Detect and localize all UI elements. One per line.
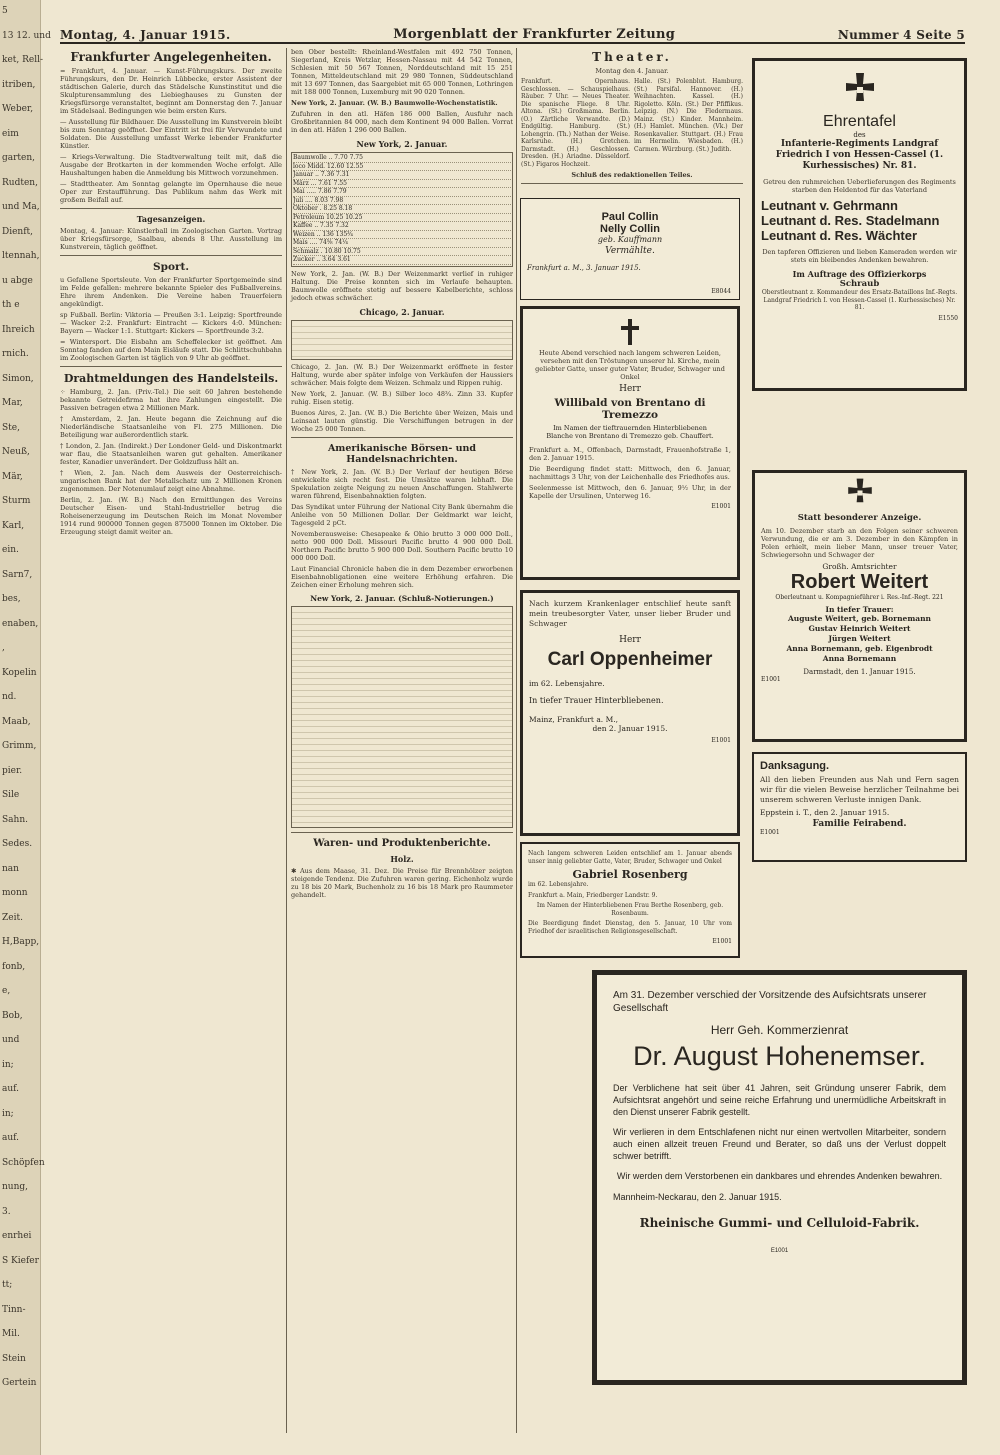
family-member: Auguste Weitert, geb. Bornemann (787, 614, 932, 623)
gutter-fragment: 5 (2, 6, 8, 16)
gutter-fragment: Stein (2, 1353, 26, 1364)
obituary-intro: Am 31. Dezember verschied der Vorsitzende des Aufsichtsrats unserer Gesellschaft (613, 990, 927, 1014)
obituary-name: Willibald von Brentano di Tremezzo (554, 397, 706, 421)
gutter-fragment: ltennah, (2, 251, 40, 261)
page-header (60, 22, 965, 44)
gutter-fragment: S Kiefer (2, 1255, 39, 1266)
gutter-fragment: H,Bapp, (2, 937, 40, 947)
table-title: Chicago, 2. Januar. (359, 306, 445, 317)
ad-code: E1001 (711, 737, 731, 744)
thanks-place: Eppstein i. T., den 2. Januar 1915. (760, 808, 890, 817)
gutter-fragment: eim (2, 128, 19, 139)
obituary-funeral: Die Beerdigung findet Dienstag, den 5. Januar, 10 Uhr vom Friedhof der israelitischen Religionsgesellschaft. (528, 920, 732, 935)
article-paragraph: Novemberausweise: Chesapeake & Ohio brutto 3 000 000 Doll., netto 900 000 Doll. Missouri Pacific brutto 4 900 000 Doll. Northern Pacific brutto 5 900 000 Doll. Southern Pacific brutto 10 000 000 Doll. (291, 529, 513, 562)
gutter-fragment: ket, Rell- (2, 55, 44, 65)
gutter-fragment: 3. (2, 1206, 11, 1217)
obituary-title: Herr Geh. Kommerzienrat (710, 1023, 849, 1037)
gutter-fragment: u abge (2, 275, 33, 286)
divider (60, 366, 282, 367)
gutter-fragment: Sile (2, 790, 20, 800)
section-title-sport: Sport. (153, 261, 189, 273)
gutter-fragment: nan (2, 863, 19, 874)
adjacent-page-gutter (0, 0, 51, 1455)
market-row: Oktober . 8.25 8.18 (293, 205, 511, 214)
article-paragraph: — Kriegs-Verwaltung. Die Stadtverwaltung teilt mit, daß die Ausgabe der Brotkarten in der kommenden Woche erfolgt. Alle Haushaltungen haben die Anmeldung bis Mittwoch vorzunehmen. (60, 153, 282, 177)
market-row: Kaffee .. 7.35 7.32 (293, 222, 511, 231)
editorial-end-note: Schluß des redaktionellen Teiles. (571, 171, 693, 179)
gutter-fragment: Grimm, (2, 741, 37, 751)
gutter-fragment: Dienft, (2, 226, 34, 237)
gutter-fragment: ein. (2, 545, 19, 555)
gutter-fragment: Bob, (2, 1010, 23, 1021)
obituary-place: Frankfurt a. Main, Friedberger Landstr. 9. (528, 891, 658, 899)
section-title-wire: Drahtmeldungen des Handelsteils. (63, 372, 279, 385)
market-row: Januar .. 7.36 7.31 (293, 171, 511, 180)
header-page-number: Nummer 4 Seite 5 (837, 28, 965, 42)
article-paragraph: ben Ober bestellt: Rheinland-Westfalen mit 492 750 Tonnen, Siegerland, Kreis Wetzlar, Hessen-Nassau mit 44 542 Tonnen, Schlesien mit 50 567 Tonnen, Norddeutschland mit 15 251 Tonnen, Mitteldeutschland mit 29 980 Tonnen, Süddeutschland mit 13 697 Tonnen, das Saargebiet mit 65 000 Tonnen, Lothringen mit 188 000 Tonnen, Luxemburg mit 90 020 Tonnen. (291, 48, 513, 96)
article-paragraph: = Wintersport. Die Eisbahn am Scheffelecker ist geöffnet. Am Sonntag fanden auf dem Main Eisläufe statt. Die Schlittschuhbahn im Zoologischen Garten ist täglich von 9 Uhr ab geöffnet. (60, 338, 282, 362)
thanks-signature: Familie Feirabend. (812, 819, 907, 829)
family-list (761, 614, 958, 664)
obituary-widow: Blanche von Brentano di Tremezzo geb. Chauffert. (546, 432, 714, 440)
gutter-fragment: Ste, (2, 422, 20, 433)
article-paragraph: Berlin, 2. Jan. (W. B.) Nach den Ermittlungen des Vereins Deutscher Eisen- und Stahl-Industrieller betrug die Roheisenerzeugung im Deutschen Reich im Monat November 1914 rund 900000 Tonnen gegen 875000 Tonnen im Oktober. Die Erzeugung steigt damit weiter an. (60, 496, 282, 536)
obituary-mourners: Im Namen der Hinterbliebenen Frau Berthe Rosenberg, geb. Rosenbaum. (536, 902, 724, 917)
family-member: Gustav Heinrich Weitert (808, 624, 911, 633)
article-paragraph: — Stadttheater. Am Sonntag gelangte im Opernhause die neue Oper zur Erstaufführung. Das Publikum nahm das Werk mit großem Beifall auf. (60, 180, 282, 204)
subsection-title: Holz. (390, 853, 414, 864)
ad-code: E1001 (761, 676, 781, 683)
article-paragraph: † New York, 2. Jan. (W. B.) Der Verlauf der heutigen Börse entwickelte sich recht fest. Die Umsätze waren lebhaft. Die Spekulation zeigte Neigung zu neuen Anschaffungen. Stahlwerte waren führend, Eisenbahnaktien folgten. (291, 467, 513, 500)
ad-code: E1001 (760, 829, 780, 836)
gutter-fragment: fonb, (2, 961, 26, 972)
closing-quotes-block (291, 606, 513, 828)
company-signature: Rheinische Gummi- und Celluloid-Fabrik. (639, 1216, 920, 1230)
obituary-herr: Herr (619, 384, 641, 394)
obituary-funeral: Die Beerdigung findet statt: Mittwoch, den 6. Januar, nachmittags 3 Uhr, von der Leichenhalle des Friedhofes aus. (529, 465, 731, 481)
ehrentafel-auftrag: Im Auftrage des Offizierkorps (792, 269, 927, 279)
article-paragraph: Buenos Aires, 2. Jan. (W. B.) Die Berichte über Weizen, Mais und Leinsaat lauten günstig. Die Verschiffungen betrugen in der Woche 25 000 Tonnen. (291, 408, 513, 433)
gutter-fragment: Weber, (2, 104, 34, 114)
table-title: New York, 2. Januar. (356, 139, 448, 149)
obituary-rank: Großh. Amtsrichter (822, 562, 897, 571)
article-paragraph: ⁘ Hamburg, 2. Jan. (Priv.-Tel.) Die seit 60 Jahren bestehende bekannte Getreidefirma hat ihre Zahlungen eingestellt. Die Passiven betragen etwa 2 Millionen Mark. (60, 388, 282, 412)
subsection-title: Tagesanzeigen. (136, 214, 206, 224)
divider (60, 255, 282, 256)
divider (291, 832, 513, 833)
obituary-age: im 62. Lebensjahre. (529, 679, 605, 688)
fallen-officer: Leutnant v. Gehrmann (761, 198, 898, 213)
gutter-fragment: Rudten, (2, 177, 38, 188)
obituary-date: den 2. Januar 1915. (592, 724, 668, 733)
gutter-fragment: e, (2, 986, 11, 996)
gutter-fragment: und (2, 1035, 20, 1045)
ehrentafel-des: des (853, 131, 866, 139)
ad-place: Frankfurt a. M., 3. Januar 1915. (527, 264, 641, 272)
gutter-fragment: Schöpfen (2, 1157, 45, 1168)
gutter-fragment: und Ma, (2, 202, 40, 212)
gutter-fragment: Gertein (2, 1378, 37, 1388)
table-title: New York, 2. Januar. (Schluß-Notierungen.) (310, 593, 494, 603)
obituary-place: Frankfurt a. M., Offenbach, Darmstadt, Frauenhofstraße 1, den 2. Januar 1915. (529, 446, 731, 462)
obituary-name: Carl Oppenheimer (547, 649, 713, 670)
gutter-fragment: Sarn7, (2, 569, 33, 580)
family-member: Anna Bornemann, geb. Eigenbrodt (786, 644, 933, 653)
obituary-mourners: In tiefer Trauer Hinterbliebenen. (529, 696, 664, 705)
gutter-fragment: itriben, (2, 79, 36, 90)
article-paragraph: New York, 2. Januar. (W. B.) Silber loco 48¾. Zinn 33. Kupfer ruhig. Eisen stetig. (291, 389, 513, 406)
ad-ehrentafel (752, 58, 967, 391)
gutter-fragment: pier. (2, 765, 23, 776)
notice-heading: Danksagung. (760, 760, 830, 772)
section-title-american: Amerikanische Börsen- und Handelsnachrichten. (327, 442, 477, 465)
gutter-fragment: Simon, (2, 373, 34, 384)
gutter-fragment: Kopelin (2, 667, 37, 678)
gutter-fragment: Tinn- (2, 1304, 26, 1315)
gutter-fragment: in; (2, 1108, 14, 1119)
cross-icon (529, 319, 731, 345)
theater-list-right: Halle. (St.) Polenblut. Hamburg. (St.) Parsifal. Hannover. (H.) Weihnachten. Kassel. (H.) Rigoletto. Köln. (St.) Der Pfiffikus. Leipzig. (N.) Die Fledermaus. Mainz. (St.) Kinder. Mannheim. (H.) Hamlet. München. (Vk.) Der Rosenkavalier. Stuttgart. (H.) Frau im Hermelin. Wiesbaden. (H.) Carmen. Würzburg. (St.) Judith. (634, 78, 743, 153)
ehrentafel-signature: Schraub (839, 279, 880, 289)
gutter-fragment: Ihreich (2, 324, 35, 335)
market-row: Zucker .. 3.64 3.61 (293, 256, 511, 265)
gutter-fragment: Mär, (2, 471, 23, 482)
obituary-mourners: Im Namen der tieftrauernden Hinterbliebenen (553, 424, 707, 432)
obituary-paragraph: Wir verlieren in dem Entschlafenen nicht nur einen wertvollen Mitarbeiter, sondern auch einen allzeit treuen Freund und Berater, so daß uns der Verlust doppelt schwer betrifft. (613, 1127, 946, 1161)
obituary-mourners: In tiefer Trauer: (825, 605, 894, 614)
section-title-goods: Waren- und Produktenberichte. (313, 837, 491, 849)
article-paragraph: † London, 2. Jan. (Indirekt.) Der Londoner Geld- und Diskontmarkt war flau, die Staatsanleihen waren gut gehalten. Amerikaner fester, Kanadier unverändert. Der Goldzufluss hält an. (60, 442, 282, 466)
ad-brentano-obituary (520, 306, 740, 580)
gutter-fragment: monn (2, 888, 28, 898)
article-paragraph: New York, 2. Jan. (W. B.) Der Weizenmarkt verlief in ruhiger Haltung. Die Preise konnten sich im Verlaufe behaupten. Baumwolle eröffnete stetig auf bessere Kabelberichte, schloss jedoch etwas schwächer. (291, 269, 513, 302)
gutter-fragment: bes, (2, 594, 21, 604)
gutter-fragment: , (2, 643, 5, 653)
obituary-paragraph: Der Verblichene hat seit über 41 Jahren, seit Gründung unserer Fabrik, dem Aufsichtsrat angehört und seine reiche Erfahrung und unermüdliche Arbeitskraft in den Dienst unserer Fabrik gestellt. (613, 1083, 946, 1117)
ehrentafel-intro: Getreu den ruhmreichen Ueberlieferungen des Regiments starben den Heldentod für das Vaterland (763, 178, 956, 194)
gutter-fragment: tt; (2, 1280, 13, 1290)
obituary-herr: Herr (619, 635, 641, 645)
column-local-news (60, 48, 282, 1433)
gutter-fragment: Neuß, (2, 447, 30, 457)
gutter-fragment: Zeit. (2, 912, 23, 923)
gutter-fragment: Sahn. (2, 814, 28, 825)
gutter-fragment: nung, (2, 1182, 29, 1192)
fallen-officer: Leutnant d. Res. Stadelmann (761, 213, 940, 228)
obituary-place: Mannheim-Neckarau, den 2. Januar 1915. (613, 1192, 782, 1202)
family-member: Jürgen Weitert (828, 634, 891, 643)
gutter-fragment: 13 12. und (2, 30, 51, 41)
market-row: loco Midd. 12.60 12.55 (293, 163, 511, 172)
theater-list-left: Frankfurt. Opernhaus. Geschlossen. — Schauspielhaus. Räuber. 7 Uhr. — Neues Theater. Die spanische Fliege. 8 Uhr. Altona. (St.) Großmama. Berlin. (O.) Zärtliche Verwandte. (D.) Endgültig. Hamburg. (St.) Lohengrin. (Th.) Nathan der Weise. Karlsruhe. (H.) Gretchen. Darmstadt. (H.) Geschlossen. Dresden. (H.) Ariadne. Düsseldorf. (St.) Figaros Hochzeit. (521, 78, 630, 168)
ad-line: Vermählte. (605, 246, 655, 256)
ad-hohenemser-obituary (592, 970, 967, 1385)
ad-code: E1550 (938, 314, 958, 322)
obituary-unit: Oberleutnant u. Kompagnieführer i. Res.-Inf.-Regt. 221 (775, 594, 944, 601)
thanks-body: All den lieben Freunden aus Nah und Fern sagen wir für die vielen Beweise herzlicher Teilnahme bei unserem schweren Verluste innigen Dank. (760, 775, 959, 804)
gutter-fragment: Maab, (2, 716, 31, 727)
gutter-fragment: Sturm (2, 496, 31, 506)
theater-listing (521, 78, 743, 171)
gutter-fragment: nd. (2, 692, 17, 702)
header-masthead: Morgenblatt der Frankfurter Zeitung (393, 27, 676, 42)
article-paragraph: † Amsterdam, 2. Jan. Heute begann die Zeichnung auf die Niederländische Staatsanleihe von Fl. 275 Millionen. Die Beteiligung war außerordentlich stark. (60, 415, 282, 439)
market-row: März ... 7.61 7.55 (293, 180, 511, 189)
market-row: Schmalz . 10.80 10.75 (293, 248, 511, 257)
divider (291, 437, 513, 438)
ad-collin-wedding (520, 198, 740, 300)
ad-name: Nelly Collin (600, 223, 660, 235)
market-row: Weizen .. 136 135¾ (293, 231, 511, 240)
article-paragraph: Laut Financial Chronicle haben die in dem Dezember erworbenen Eisenbahnobligationen eine weitere Erhöhung erfahren. Die Zeichen einer Erholung mehren sich. (291, 564, 513, 589)
obituary-paragraph: Wir werden dem Verstorbenen ein dankbares und ehrendes Andenken bewahren. (616, 1171, 943, 1181)
gutter-fragment: in; (2, 1059, 14, 1070)
chicago-table-block (291, 320, 513, 360)
gutter-fragment: Sedes. (2, 839, 33, 849)
gutter-fragment: auf. (2, 1133, 20, 1143)
theater-title: Theater. (592, 50, 672, 64)
obituary-intro: Heute Abend verschied nach langem schweren Leiden, versehen mit den Tröstungen unserer hl. Kirche, mein geliebter Gatte, unser guter Vater, Bruder, Schwager und Onkel (535, 349, 725, 381)
ehrentafel-tribute: Den tapferen Offizieren und lieben Kameraden werden wir stets ein bleibendes Andenken bewahren. (762, 248, 957, 264)
obituary-mass: Seelenmesse ist Mittwoch, den 6. Januar, 9½ Uhr, in der Kapelle der Ursulinen, Unterweg 16. (529, 484, 731, 500)
market-row: Mai ..... 7.86 7.79 (293, 188, 511, 197)
market-table (291, 152, 513, 267)
ad-code: E8044 (711, 288, 731, 295)
section-title-local: Frankfurter Angelegenheiten. (70, 50, 272, 64)
gutter-fragment: Mar, (2, 398, 23, 408)
ehrentafel-footer: Oberstleutnant z. Kommandeur des Ersatz-Bataillons Inf.-Regts. Landgraf Friedrich I. von Hessen-Cassel (1. Kurhessisches) Nr. 81. (761, 289, 958, 311)
gutter-fragment: enaben, (2, 618, 39, 629)
ad-name: Paul Collin (601, 211, 659, 223)
ehrentafel-title: Ehrentafel (823, 113, 896, 130)
obituary-name: Robert Weitert (790, 571, 929, 593)
obituary-place: Mainz, Frankfurt a. M., (529, 715, 619, 724)
article-paragraph: sp Fußball. Berlin: Viktoria — Preußen 3:1. Leipzig: Sportfreunde — Wacker 2:2. Frankfurt: Eintracht — Kickers 4:0. München: Bayern — Wacker 1:1. Stuttgart: Kickers — Sportfreunde 3:2. (60, 311, 282, 335)
ad-oppenheimer-obituary (520, 590, 740, 836)
ad-code: E1001 (712, 938, 732, 945)
obituary-place: Darmstadt, den 1. Januar 1915. (803, 668, 916, 676)
fallen-officer: Leutnant d. Res. Wächter (761, 228, 918, 243)
article-paragraph: † Wien, 2. Jan. Nach dem Ausweis der Oesterreichisch-ungarischen Bank hat der Metallschatz um 2 Millionen Kronen zugenommen. Der Notenumlauf zeigt eine Abnahme. (60, 469, 282, 493)
obituary-name: Dr. August Hohenemser. (633, 1041, 926, 1071)
ehrentafel-regiment: Infanterie-Regiments Landgraf Friedrich I von Hessen-Cassel (1. Kurhessisches) Nr. 81. (775, 139, 944, 171)
gutter-fragment: Mil. (2, 1329, 20, 1339)
gutter-fragment: rnich. (2, 349, 29, 359)
obituary-intro: Nach langem schweren Leiden entschlief am 1. Januar abends unser innig geliebter Gatte, Vater, Bruder, Schwager und Onkel (528, 850, 732, 865)
article-paragraph: Zufuhren in den atl. Häfen 186 000 Ballen, Ausfuhr nach Großbritannien 84 000, nach dem Kontinent 94 000 Ballen. Vorrat in den atl. Häfen 1 296 000 Ballen. (291, 110, 513, 134)
ad-code: E1001 (770, 1248, 789, 1254)
obituary-intro: Am 10. Dezember starb an den Folgen seiner schweren Verwundung, die er am 3. Dezember in den Kämpfen in Polen erhielt, mein lieber Mann, unser treuer Vater, Schwiegersohn und Schwager der (761, 527, 958, 559)
gutter-fragment: th e (2, 300, 20, 310)
article-paragraph: = Frankfurt, 4. Januar. — Kunst-Führungskurs. Der zweite Führungskurs, den Dr. Heinrich Lübbecke, erster Assistent der städtischen Galerie, durch das Städelsche Kunstinstitut und die Skulpturensammlung des Liebieghauses zu Gunsten der Kriegsfürsorge veranstaltet, beginnt am Donnerstag den 7. Januar im Städelsaal. Bedingungen wie beim ersten Kurs. (60, 67, 282, 115)
obituary-age: im 62. Lebensjahre. (528, 881, 589, 888)
family-member: Anna Bornemann (822, 654, 897, 663)
ad-weitert-obituary (752, 470, 967, 742)
notice-heading: Statt besonderer Anzeige. (797, 513, 922, 523)
gutter-fragment: Karl, (2, 520, 25, 531)
article-paragraph: ✱ Aus dem Maase, 31. Dez. Die Preise für Brennhölzer zeigten steigende Tendenz. Die Zufuhren waren gering. Eichenholz wurde zu 18 bis 20 Mark, Buchenholz zu 16 bis 18 Mark pro Raummeter gehandelt. (291, 866, 513, 899)
article-paragraph: u Gefallene Sportsleute. Von der Frankfurter Sportgemeinde sind im Felde gefallen: mehrere bekannte Spieler des Fußballvereins. Ehre ihrem Andenken. Die Vereine haben Trauerfeiern angekündigt. (60, 276, 282, 308)
article-paragraph: Das Syndikat unter Führung der National City Bank übernahm die Anleihe von 50 Millionen Dollar. Der Geldmarkt war leicht, Tagesgeld 2 pCt. (291, 502, 513, 527)
gutter-fragment: garten, (2, 153, 36, 163)
ad-rosenberg-obituary (520, 842, 740, 958)
market-row: Juli .... 8.03 7.98 (293, 197, 511, 206)
article-paragraph: Chicago, 2. Jan. (W. B.) Der Weizenmarkt eröffnete in fester Haltung, wurde aber später infolge von Verkäufen der Haussiers schwächer. Mais folgte dem Weizen. Schmalz und Rippen ruhig. (291, 362, 513, 387)
theater-date: Montag den 4. Januar. (595, 67, 669, 75)
obituary-intro: Nach kurzem Krankenlager entschlief heute sanft mein treubesorgter Vater, unser lieber Bruder und Schwager (529, 599, 731, 628)
ad-code: E1001 (711, 503, 731, 510)
ad-danksagung (752, 752, 967, 862)
divider (521, 183, 743, 184)
article-paragraph: — Ausstellung für Bildhauer. Die Ausstellung im Kunstverein bleibt bis zum Sonntag geöffnet. Der Eintritt ist frei für Verwundete und Soldaten. Die Ausstellung umfasst Werke lebender Frankfurter Künstler. (60, 118, 282, 150)
article-paragraph: Montag, 4. Januar: Künstlerball im Zoologischen Garten. Vortrag über Kriegsfürsorge, Saalbau, abends 8 Uhr. Ausstellung im Kunstverein, täglich geöffnet. (60, 227, 282, 251)
obituary-name: Gabriel Rosenberg (572, 868, 688, 881)
market-row: Baumwolle .. 7.70 7.75 (293, 154, 511, 163)
header-date: Montag, 4. Januar 1915. (60, 28, 231, 42)
gutter-fragment: enrhei (2, 1231, 32, 1241)
market-row: Petroleum 10.25 10.25 (293, 214, 511, 223)
iron-cross-icon (761, 477, 958, 509)
ad-line: geb. Kauffmann (597, 235, 663, 244)
market-row: Mais .... 74⅝ 74¼ (293, 239, 511, 248)
divider (60, 208, 282, 209)
dateline: New York, 2. Januar. (W. B.) Baumwolle-Wochenstatistik. (291, 99, 498, 107)
gutter-fragment: auf. (2, 1084, 20, 1094)
iron-cross-icon (761, 71, 958, 109)
column-markets (286, 48, 513, 1433)
